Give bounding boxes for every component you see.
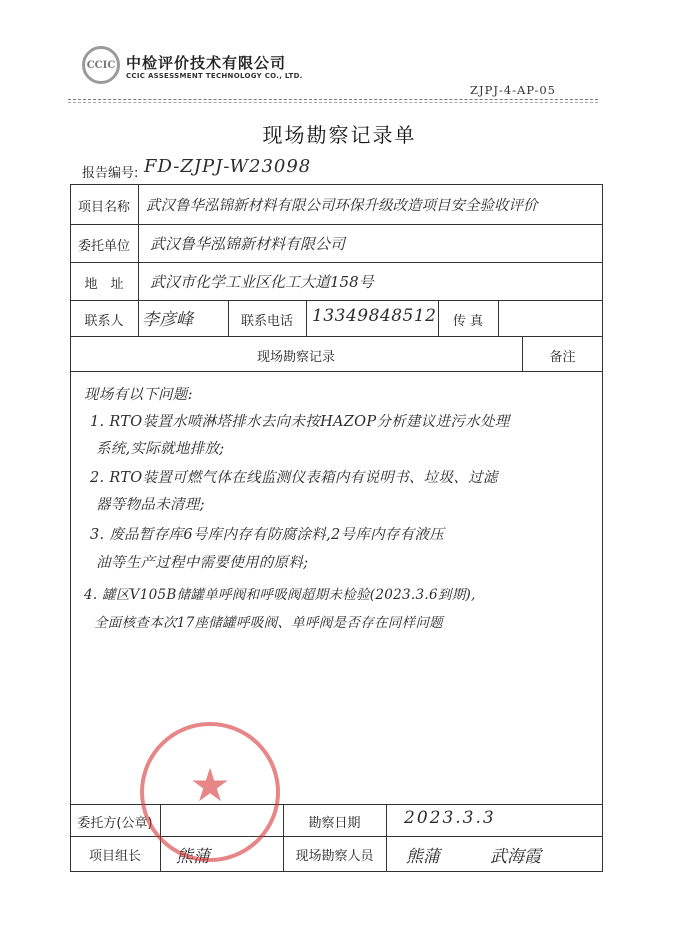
header-rule-2 xyxy=(68,102,598,103)
surveyor-signature-2: 武海霞 xyxy=(490,847,541,867)
issue-line: 4. 罐区V105B储罐单呼阀和呼吸阀超期未检验(2023.3.6到期), xyxy=(84,587,476,603)
report-number-label: 报告编号: xyxy=(82,166,139,181)
col-divider xyxy=(138,184,139,336)
issue-line: 系统,实际就地排放; xyxy=(96,441,225,457)
fax-label: 传 真 xyxy=(452,314,484,329)
remark-header: 备注 xyxy=(549,350,576,365)
issue-line: 器等物品未清理; xyxy=(96,497,205,513)
record-intro: 现场有以下问题: xyxy=(84,387,193,403)
seal-star-icon: ★ xyxy=(189,758,231,812)
row-divider xyxy=(70,336,603,337)
record-header: 现场勘察记录 xyxy=(256,350,335,365)
leader-signature: 熊蒲 xyxy=(176,847,210,867)
issue-line: 3. 废品暂存库6号库内存有防腐涂料,2号库内存有液压 xyxy=(90,527,445,543)
col-divider xyxy=(306,300,307,336)
row-divider xyxy=(70,224,603,225)
address-label: 地 址 xyxy=(84,277,124,292)
company-name-en: CCIC ASSESSMENT TECHNOLOGY CO., LTD. xyxy=(126,72,303,80)
page-title: 现场勘察记录单 xyxy=(262,123,417,147)
client-party-label: 委托方(公章) xyxy=(77,816,153,831)
surveyor-signature-1: 熊蒲 xyxy=(406,847,440,867)
issue-line: 1. RTO装置水喷淋塔排水去向未按HAZOP分析建议进污水处理 xyxy=(90,414,510,430)
company-name-cn: 中检评价技术有限公司 xyxy=(126,54,287,72)
contact-label: 联系人 xyxy=(84,314,124,329)
issue-line: 油等生产过程中需要使用的原料; xyxy=(96,555,309,571)
logo-abbr: CCIC xyxy=(86,59,116,71)
project-name-value: 武汉鲁华泓锦新材料有限公司环保升级改造项目安全验收评价 xyxy=(146,198,538,214)
row-divider xyxy=(70,300,603,301)
col-divider xyxy=(386,804,387,872)
document-code: ZJPJ-4-AP-05 xyxy=(470,83,556,97)
col-divider xyxy=(498,300,499,336)
phone-label: 联系电话 xyxy=(240,314,293,329)
contact-value: 李彦峰 xyxy=(142,310,193,330)
row-divider xyxy=(70,262,603,263)
project-name-label: 项目名称 xyxy=(77,200,130,215)
issue-line: 2. RTO装置可燃气体在线监测仪表箱内有说明书、垃圾、过滤 xyxy=(90,470,498,486)
company-logo xyxy=(82,46,120,84)
survey-date-label: 勘察日期 xyxy=(308,816,361,831)
surveyors-label: 现场勘察人员 xyxy=(295,849,374,864)
leader-label: 项目组长 xyxy=(88,849,141,864)
row-divider xyxy=(70,836,603,837)
address-value: 武汉市化学工业区化工大道158号 xyxy=(150,273,374,291)
report-number: FD-ZJPJ-W23098 xyxy=(144,156,312,177)
survey-date-value: 2023.3.3 xyxy=(404,808,496,828)
row-divider xyxy=(70,371,603,372)
issue-line: 全面核查本次17座储罐呼吸阀、单呼阀是否存在同样问题 xyxy=(94,615,443,631)
client-value: 武汉鲁华泓锦新材料有限公司 xyxy=(150,235,346,253)
header-rule xyxy=(68,99,598,100)
client-label: 委托单位 xyxy=(77,239,130,254)
phone-value: 13349848512 xyxy=(312,306,437,326)
